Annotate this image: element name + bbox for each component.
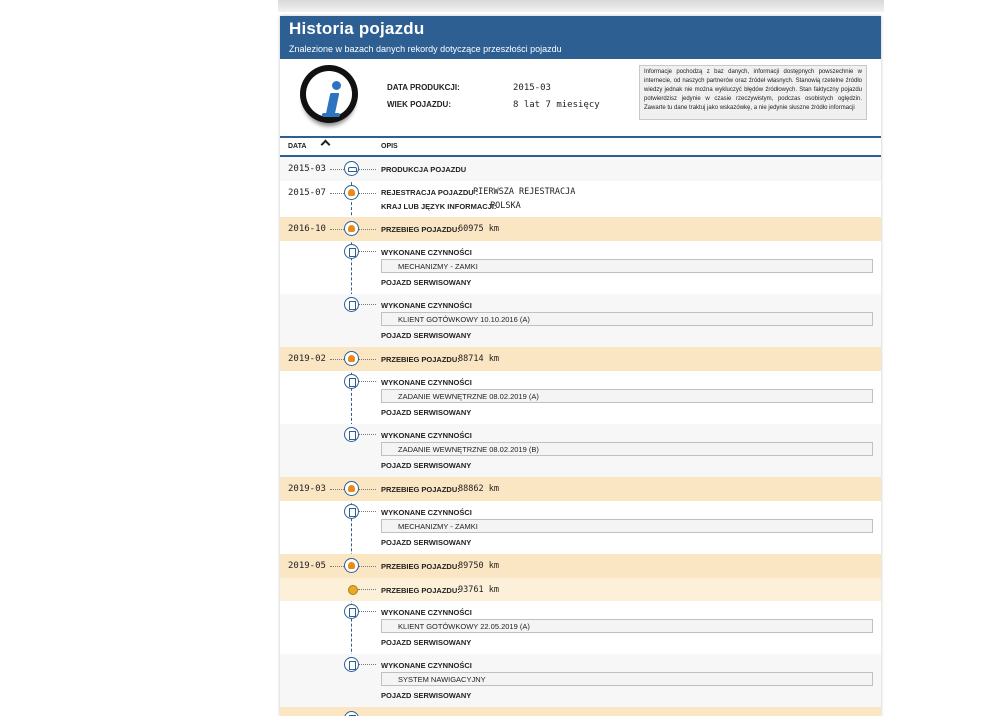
- row-date: 2019-05: [288, 561, 326, 571]
- document-icon: [344, 427, 359, 442]
- mileage-dot-icon: [348, 585, 358, 595]
- top-shadow: [278, 0, 884, 12]
- row-label: REJESTRACJA POJAZDU :: [381, 188, 479, 197]
- document-icon: [344, 711, 359, 716]
- timeline-row: [280, 578, 881, 601]
- timeline-row: [280, 601, 881, 654]
- timeline-row: [280, 371, 881, 424]
- row-date: 2015-03: [288, 164, 326, 174]
- row-date: 2019-02: [288, 354, 326, 364]
- timeline-row: [280, 654, 881, 707]
- document-icon: [344, 504, 359, 519]
- panel-title: Historia pojazdu: [289, 19, 425, 38]
- row-value: 88714 km: [458, 354, 499, 364]
- column-date-header[interactable]: DATA: [288, 143, 307, 150]
- document-icon: [344, 657, 359, 672]
- document-icon: [344, 604, 359, 619]
- row-label: WYKONANE CZYNNOŚCI: [381, 661, 472, 670]
- row-value: PIERWSZA REJESTRACJA: [473, 187, 576, 197]
- vehicle-age-value: 8 lat 7 miesięcy: [513, 100, 600, 110]
- column-header: [280, 138, 881, 157]
- document-icon: [344, 244, 359, 259]
- timeline-row: [280, 424, 881, 477]
- timeline-row: [280, 707, 881, 716]
- row-label: PRODUKCJA POJAZDU: [381, 165, 467, 174]
- row-value: 60975 km: [458, 224, 499, 234]
- row-label: PRZEBIEG POJAZDU:: [381, 562, 460, 571]
- timeline-row: [280, 157, 881, 181]
- row-label: WYKONANE CZYNNOŚCI: [381, 301, 472, 310]
- row-label: WYKONANE CZYNNOŚCI: [381, 378, 472, 387]
- person-icon: [344, 351, 359, 366]
- panel-subtitle: Znalezione w bazach danych rekordy dotyczące przeszłości pojazdu: [289, 44, 562, 54]
- row-label: WYKONANE CZYNNOŚCI: [381, 508, 472, 517]
- sort-caret-icon[interactable]: [321, 140, 331, 150]
- row-label: WYKONANE CZYNNOŚCI: [381, 608, 472, 617]
- timeline-row: [280, 554, 881, 578]
- row-footer: POJAZD SERWISOWANY: [381, 538, 472, 547]
- timeline-row: [280, 241, 881, 294]
- car-icon: [344, 161, 359, 176]
- service-box: MECHANIZMY - ZAMKI: [381, 259, 873, 273]
- timeline-row: [280, 217, 881, 241]
- row-footer: POJAZD SERWISOWANY: [381, 691, 472, 700]
- production-date-value: 2015-03: [513, 83, 551, 93]
- row-footer: POJAZD SERWISOWANY: [381, 331, 472, 340]
- vehicle-history-panel: [280, 16, 881, 716]
- service-box: KLIENT GOTÓWKOWY 22.05.2019 (A): [381, 619, 873, 633]
- row-label-secondary: KRAJ LUB JĘZYK INFORMACJI:: [381, 202, 497, 211]
- production-date-label: DATA PRODUKCJI:: [387, 83, 460, 92]
- timeline-row: [280, 294, 881, 347]
- service-box: KLIENT GOTÓWKOWY 10.10.2016 (A): [381, 312, 873, 326]
- service-box: ZADANIE WEWNĘTRZNE 08.02.2019 (B): [381, 442, 873, 456]
- person-icon: [344, 185, 359, 200]
- vehicle-age-label: WIEK POJAZDU:: [387, 100, 451, 109]
- row-label: PRZEBIEG POJAZDU:: [381, 485, 460, 494]
- row-date: 2016-10: [288, 224, 326, 234]
- row-value: 88862 km: [458, 484, 499, 494]
- timeline-row: [280, 347, 881, 371]
- row-footer: POJAZD SERWISOWANY: [381, 461, 472, 470]
- row-date: 2019-03: [288, 484, 326, 494]
- person-icon: [344, 481, 359, 496]
- timeline-row: [280, 501, 881, 554]
- document-icon: [344, 374, 359, 389]
- info-section: [280, 59, 881, 138]
- row-footer: POJAZD SERWISOWANY: [381, 408, 472, 417]
- row-label: WYKONANE CZYNNOŚCI: [381, 431, 472, 440]
- row-date: 2015-07: [288, 188, 326, 198]
- row-label: PRZEBIEG POJAZDU:: [381, 586, 460, 595]
- row-value-secondary: POLSKA: [490, 201, 521, 211]
- service-box: ZADANIE WEWNĘTRZNE 08.02.2019 (A): [381, 389, 873, 403]
- disclaimer-note: Informacje pochodzą z baz danych, informacji dostępnych powszechnie w internecie, od naszych partnerów oraz źródeł własnych. Stanowią rzetelne źródło wiedzy jednak nie można wykluczyć błędów źródłowych. Stan faktyczny pojazdu potwierdzisz jedynie w czasie rzeczywistym, podczas osobistych oględzin. Zawarte tu dane traktuj jako wskazówkę, a nie jedynie słuszne źródło informacji: [639, 65, 867, 120]
- service-box: MECHANIZMY - ZAMKI: [381, 519, 873, 533]
- history-timeline: [280, 157, 881, 716]
- row-value: 89750 km: [458, 561, 499, 571]
- document-icon: [344, 297, 359, 312]
- row-label: PRZEBIEG POJAZDU:: [381, 225, 460, 234]
- service-box: SYSTEM NAWIGACYJNY: [381, 672, 873, 686]
- row-label: WYKONANE CZYNNOŚCI: [381, 248, 472, 257]
- column-desc-header: OPIS: [381, 143, 398, 150]
- person-icon: [344, 221, 359, 236]
- timeline-row: [280, 181, 881, 217]
- row-footer: POJAZD SERWISOWANY: [381, 638, 472, 647]
- timeline-row: [280, 477, 881, 501]
- row-footer: POJAZD SERWISOWANY: [381, 278, 472, 287]
- person-icon: [344, 558, 359, 573]
- row-value: 93761 km: [458, 585, 499, 595]
- info-logo-icon: [300, 65, 358, 123]
- row-label: PRZEBIEG POJAZDU:: [381, 355, 460, 364]
- panel-header: [280, 16, 881, 59]
